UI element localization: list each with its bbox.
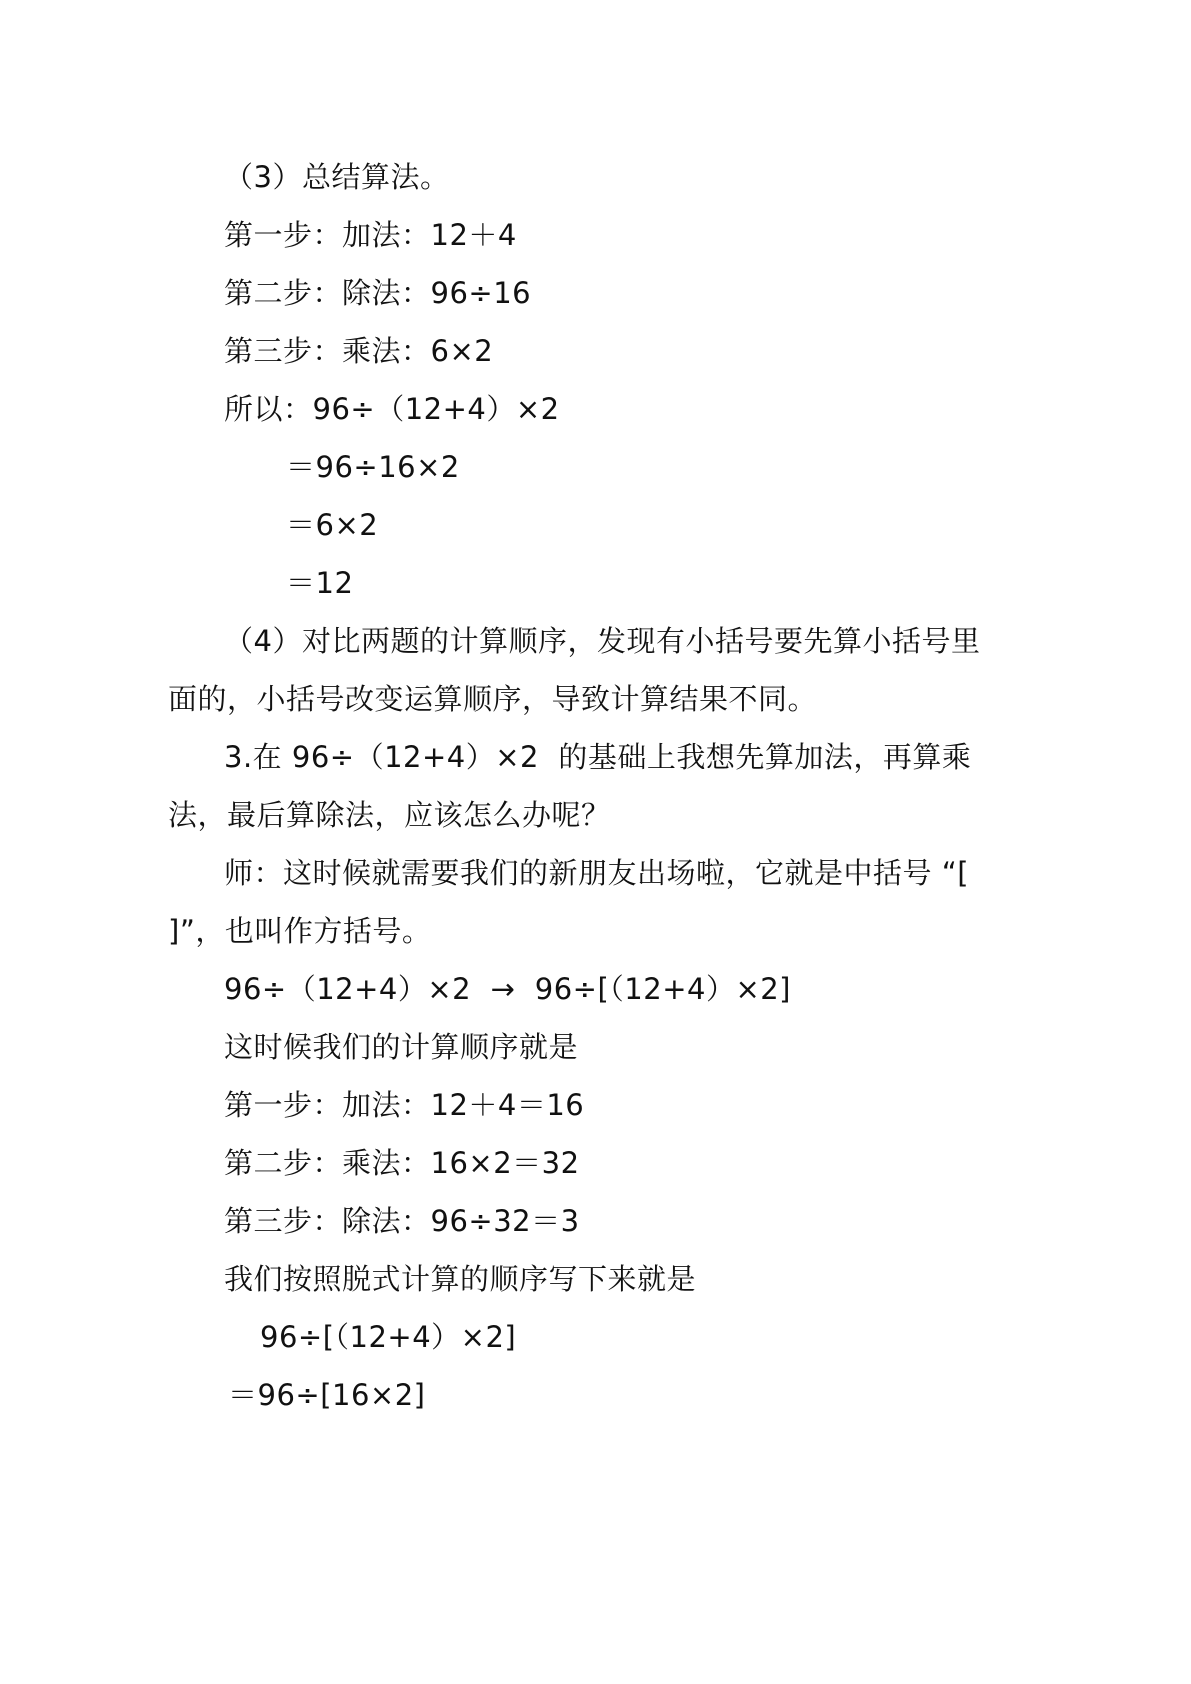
section-4-line-2: 面的，小括号改变运算顺序，导致计算结果不同。 xyxy=(168,682,818,716)
new-step-3: 第三步：除法：96÷32＝3 xyxy=(224,1204,580,1238)
calc-line-3: ＝12 xyxy=(286,566,354,600)
bracket-transform: 96÷（12+4）×2 → 96÷[（12+4）×2] xyxy=(224,972,792,1006)
calc-line-1: ＝96÷16×2 xyxy=(286,450,460,484)
stepwise-line-1: 96÷[（12+4）×2] xyxy=(260,1320,517,1354)
stepwise-line-2: ＝96÷[16×2] xyxy=(228,1378,426,1412)
calc-line-2: ＝6×2 xyxy=(286,508,379,542)
step-2-division: 第二步：除法：96÷16 xyxy=(224,276,532,310)
section-4-line-1: （4）对比两题的计算顺序，发现有小括号要先算小括号里 xyxy=(224,624,981,658)
stepwise-intro: 我们按照脱式计算的顺序写下来就是 xyxy=(224,1262,697,1296)
step-1-addition: 第一步：加法：12＋4 xyxy=(224,218,517,252)
section-3-heading: （3）总结算法。 xyxy=(224,160,450,194)
step-3-multiplication: 第三步：乘法：6×2 xyxy=(224,334,494,368)
new-step-1: 第一步：加法：12＋4＝16 xyxy=(224,1088,585,1122)
teacher-line-2: ]”，也叫作方括号。 xyxy=(168,914,432,948)
question-3-line-2: 法，最后算除法，应该怎么办呢？ xyxy=(168,798,611,832)
question-3-line-1: 3.在 96÷（12+4）×2 的基础上我想先算加法，再算乘 xyxy=(224,740,972,774)
order-intro: 这时候我们的计算顺序就是 xyxy=(224,1030,579,1064)
new-step-2: 第二步：乘法：16×2＝32 xyxy=(224,1146,580,1180)
teacher-line-1: 师：这时候就需要我们的新朋友出场啦，它就是中括号 “[ xyxy=(224,856,970,890)
therefore-expression: 所以：96÷（12+4）×2 xyxy=(224,392,560,426)
